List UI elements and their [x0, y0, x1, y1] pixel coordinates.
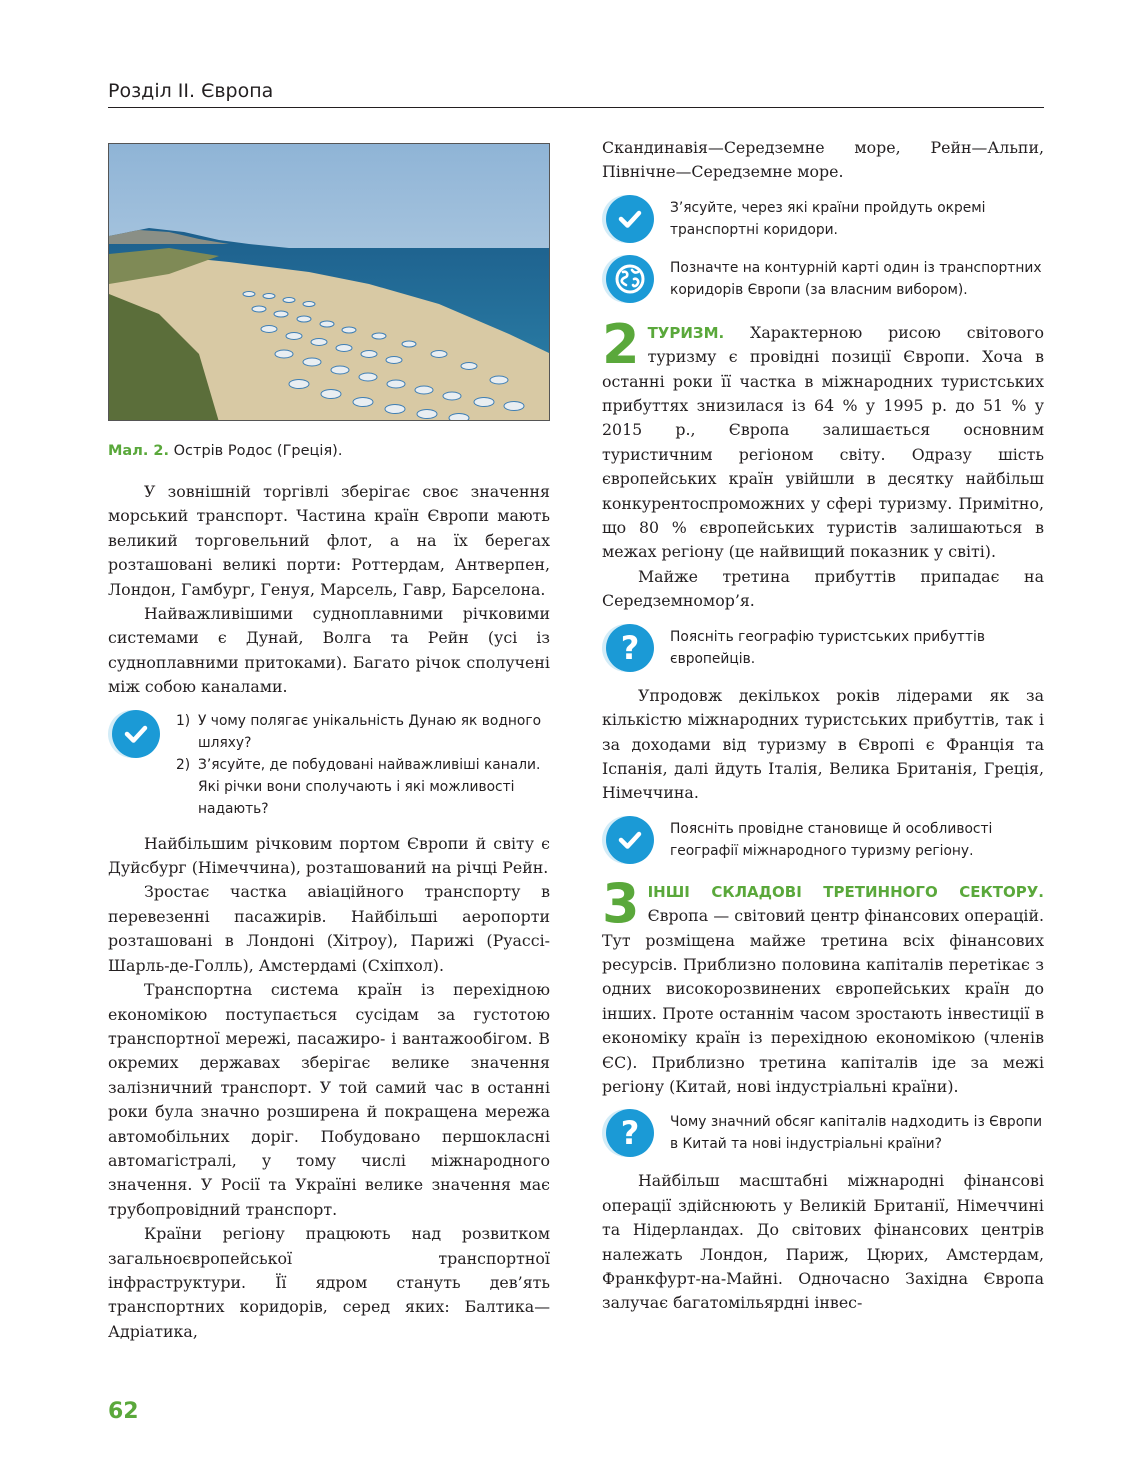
question-icon: ? [606, 1109, 654, 1157]
paragraph: Транспортна система країн із перехідною економікою поступається сусідам за густотою транспортної мережі, пасажиро- і вантажообігом. В окремих державах зберігає велике значення залізничний транспорт. У той самий час в останні роки була значно розширена й покращена мережа автомобільних доріг. Побудовано першокласні автомагістралі, у тому числі міжнародного значення. У Росії та Україні велике значення має трубопровідний транспорт. [108, 980, 550, 1219]
paragraph: У зовнішній торгівлі зберігає своє значення морський транспорт. Частина країн Європи мають великий торговельний флот, а на їх берегах розташовані великі порти: Роттердам, Антверпен, Лондон, Гамбург, Генуя, Марсель, Гавр, Барселона. [108, 482, 550, 599]
section-text: Характерною рисою світового туризму є провідні позиції Європи. Хоча в останні роки її частка в міжнародних туристських прибуттях знизилася із 64 % у 1995 р. до 51 % у 2015 р., Європа залишається основним туристичним регіоном світу. Одразу шість європейських країн увійшли в десятку найбільш конкурентоспроможних у сфері туризму. Примітно, що 80 % європейських туристів залишаються в межах регіону (це найвищий показник у світі). [602, 322, 1044, 562]
paragraph: Зростає частка авіаційного транспорту в перевезенні пасажирів. Найбільші аеропорти розташовані в Лондоні (Хітроу), Парижі (Руассі-Шарль-де-Голль), Амстердамі (Схіпхол). [108, 882, 550, 975]
section-number: 3 [602, 871, 640, 935]
check-icon [606, 195, 654, 243]
beach-photo [108, 143, 550, 421]
task-text: З’ясуйте, через які країни пройдуть окремі транспортні коридори. [670, 199, 986, 238]
task-text: Поясніть провідне становище й особливості географії міжнародного туризму регіону. [670, 820, 993, 859]
figure-caption-text: Острів Родос (Греція). [173, 443, 343, 459]
section-3 [602, 871, 1044, 1100]
figure-caption [108, 441, 550, 461]
task-block [602, 624, 1044, 672]
left-column [108, 143, 550, 1344]
task-block [602, 816, 1044, 864]
task-block [108, 710, 550, 820]
paragraph [602, 312, 1044, 565]
task-block [602, 1109, 1044, 1157]
task-block [602, 195, 1044, 243]
check-icon [606, 816, 654, 864]
figure-label: Мал. 2. [108, 443, 169, 459]
right-column [602, 136, 1044, 1316]
header-divider [108, 107, 1044, 108]
section-title: ТУРИЗМ. [647, 323, 725, 342]
list-item-text: З’ясуйте, де побудовані найважливіші канали. Які річки вони сполучають і які можливості надають? [198, 756, 541, 817]
paragraph: Найважливішими судноплавними річковими системами є Дунай, Волга та Рейн (усі із судноплавними притоками). Багато річок сполучені між собою каналами. [108, 604, 550, 697]
list-item [176, 710, 550, 754]
section-2 [602, 312, 1044, 565]
section-text: Європа — світовий центр фінансових операцій. Тут розміщена майже третина всіх фінансових ресурсів. Приблизно половина капіталів перетікає з одних високорозвинених європейських країн до інших. Проте останнім часом зростають інвестиції в економіку країн із перехідною економікою (членів ЄС). Приблизно третина капіталів іде за межі регіону (Китай, нові індустріальні країни). [602, 906, 1044, 1096]
task-block [602, 255, 1044, 303]
task-text: Поясніть географію туристських прибуттів європейців. [670, 628, 985, 667]
paragraph: Найбільш масштабні міжнародні фінансові операції здійснюють у Великій Британії, Німеччині та Нідерландах. До світових фінансових центрів належать Лондон, Париж, Цюрих, Амстердам, Франкфурт-на-Майні. Одночасно Західна Європа залучає багатомільярдні інвес- [602, 1171, 1044, 1313]
paragraph: Скандинавія—Середземне море, Рейн—Альпи, Північне—Середземне море. [602, 138, 1044, 182]
page-number: 62 [108, 1399, 139, 1424]
paragraph: Країни регіону працюють над розвитком загальноєвропейської транспортної інфраструктури. Її ядром стануть дев’ять транспортних коридорів, серед яких: Балтика—Адріатика, [108, 1224, 550, 1341]
question-icon: ? [606, 624, 654, 672]
section-title: ІНШІ СКЛАДОВІ ТРЕТИННОГО СЕКТОРУ. [647, 882, 1044, 901]
paragraph: Упродовж декількох років лідерами як за кількістю міжнародних туристських прибуттів, так і за доходами від туризму в Європі є Франція та Іспанія, далі йдуть Італія, Велика Британія, Греція, Німеччина. [602, 685, 1044, 803]
globe-icon [606, 255, 654, 303]
list-number: 1) [176, 712, 191, 729]
section-number: 2 [602, 312, 640, 376]
paragraph: Майже третина прибуттів припадає на Середземномор’я. [602, 566, 1044, 611]
paragraph [602, 871, 1044, 1100]
list-item-text: У чому полягає унікальність Дунаю як водного шляху? [198, 712, 542, 751]
task-text: Позначте на контурній карті один із транспортних коридорів Європи (за власним вибором). [670, 259, 1042, 298]
list-number: 2) [176, 756, 191, 773]
paragraph: Найбільшим річковим портом Європи й світу є Дуйсбург (Німеччина), розташований на річці Рейн. [108, 833, 550, 878]
list-item [176, 754, 550, 820]
task-list [176, 710, 550, 820]
check-icon [112, 710, 160, 758]
section-header: Розділ ІІ. Європа [108, 80, 274, 102]
task-text: Чому значний обсяг капіталів надходить із Європи в Китай та нові індустріальні країни? [670, 1114, 1043, 1153]
